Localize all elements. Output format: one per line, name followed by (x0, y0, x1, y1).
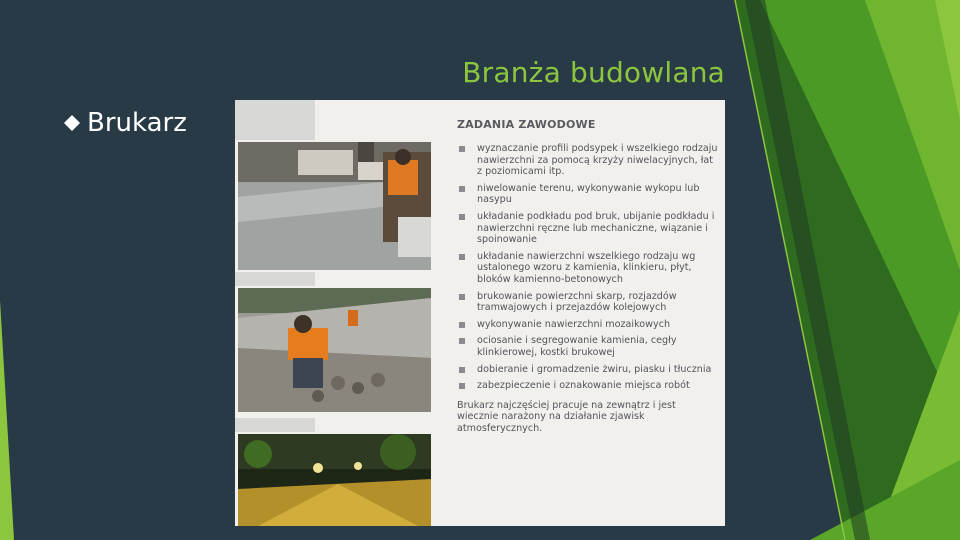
square-bullet-icon (459, 383, 465, 389)
diamond-bullet-icon (63, 114, 81, 132)
task-item (457, 364, 719, 376)
square-bullet-icon (459, 294, 465, 300)
task-item (457, 251, 719, 286)
bullet-item (63, 108, 187, 138)
square-bullet-icon (459, 146, 465, 152)
task-text: niwelowanie terenu, wykonywanie wykopu lub nasypu (477, 182, 700, 206)
square-bullet-icon (459, 367, 465, 373)
task-item (457, 319, 719, 331)
bullet-label: Brukarz (87, 108, 187, 138)
tasks-heading: ZADANIA ZAWODOWE (457, 118, 596, 131)
photo-paving-path (238, 288, 431, 412)
task-text: dobieranie i gromadzenie żwiru, piasku i tłucznia (477, 363, 712, 375)
task-item (457, 335, 719, 358)
scan-gap (235, 418, 315, 432)
task-text: brukowanie powierzchni skarp, rozjazdów tramwajowych i przejazdów kolejowych (477, 290, 677, 314)
square-bullet-icon (459, 254, 465, 260)
task-item (457, 143, 719, 178)
tasks-list (457, 143, 719, 392)
task-text: układanie podkładu pod bruk, ubijanie podkładu i nawierzchni ręczne lub mechaniczne, wiązanie i spoinowanie (477, 210, 715, 246)
task-item (457, 183, 719, 206)
scanned-page (235, 100, 725, 526)
task-item (457, 380, 719, 392)
task-text: wykonywanie nawierzchni mozaikowych (477, 318, 671, 330)
job-tasks-column (457, 118, 719, 434)
scan-corner-shade (235, 100, 315, 140)
photo-laying-paving (238, 142, 431, 270)
square-bullet-icon (459, 338, 465, 344)
task-text: ociosanie i segregowanie kamienia, cegły klinkierowej, kostki brukowej (477, 335, 677, 358)
square-bullet-icon (459, 322, 465, 328)
scan-gap (235, 272, 315, 286)
square-bullet-icon (459, 186, 465, 192)
task-item (457, 291, 719, 314)
task-item (457, 211, 719, 246)
task-text: układanie nawierzchni wszelkiego rodzaju wg ustalonego wzoru z kamienia, klinkieru, płyt, bloków kamienno-betonowych (477, 250, 696, 285)
closing-paragraph: Brukarz najczęściej pracuje na zewnątrz i jest wiecznie narażony na działanie zjawisk atmosferycznych. (457, 399, 676, 434)
slide-title: Branża budowlana (462, 56, 725, 89)
task-text: zabezpieczenie i oznakowanie miejsca robót (477, 380, 690, 392)
photo-paved-square-night (238, 434, 431, 526)
task-text: wyznaczanie profili podsypek i wszelkiego rodzaju nawierzchni za pomocą krzyży niwelacyjnych, łat z poziomicami itp. (477, 143, 718, 178)
square-bullet-icon (459, 214, 465, 220)
